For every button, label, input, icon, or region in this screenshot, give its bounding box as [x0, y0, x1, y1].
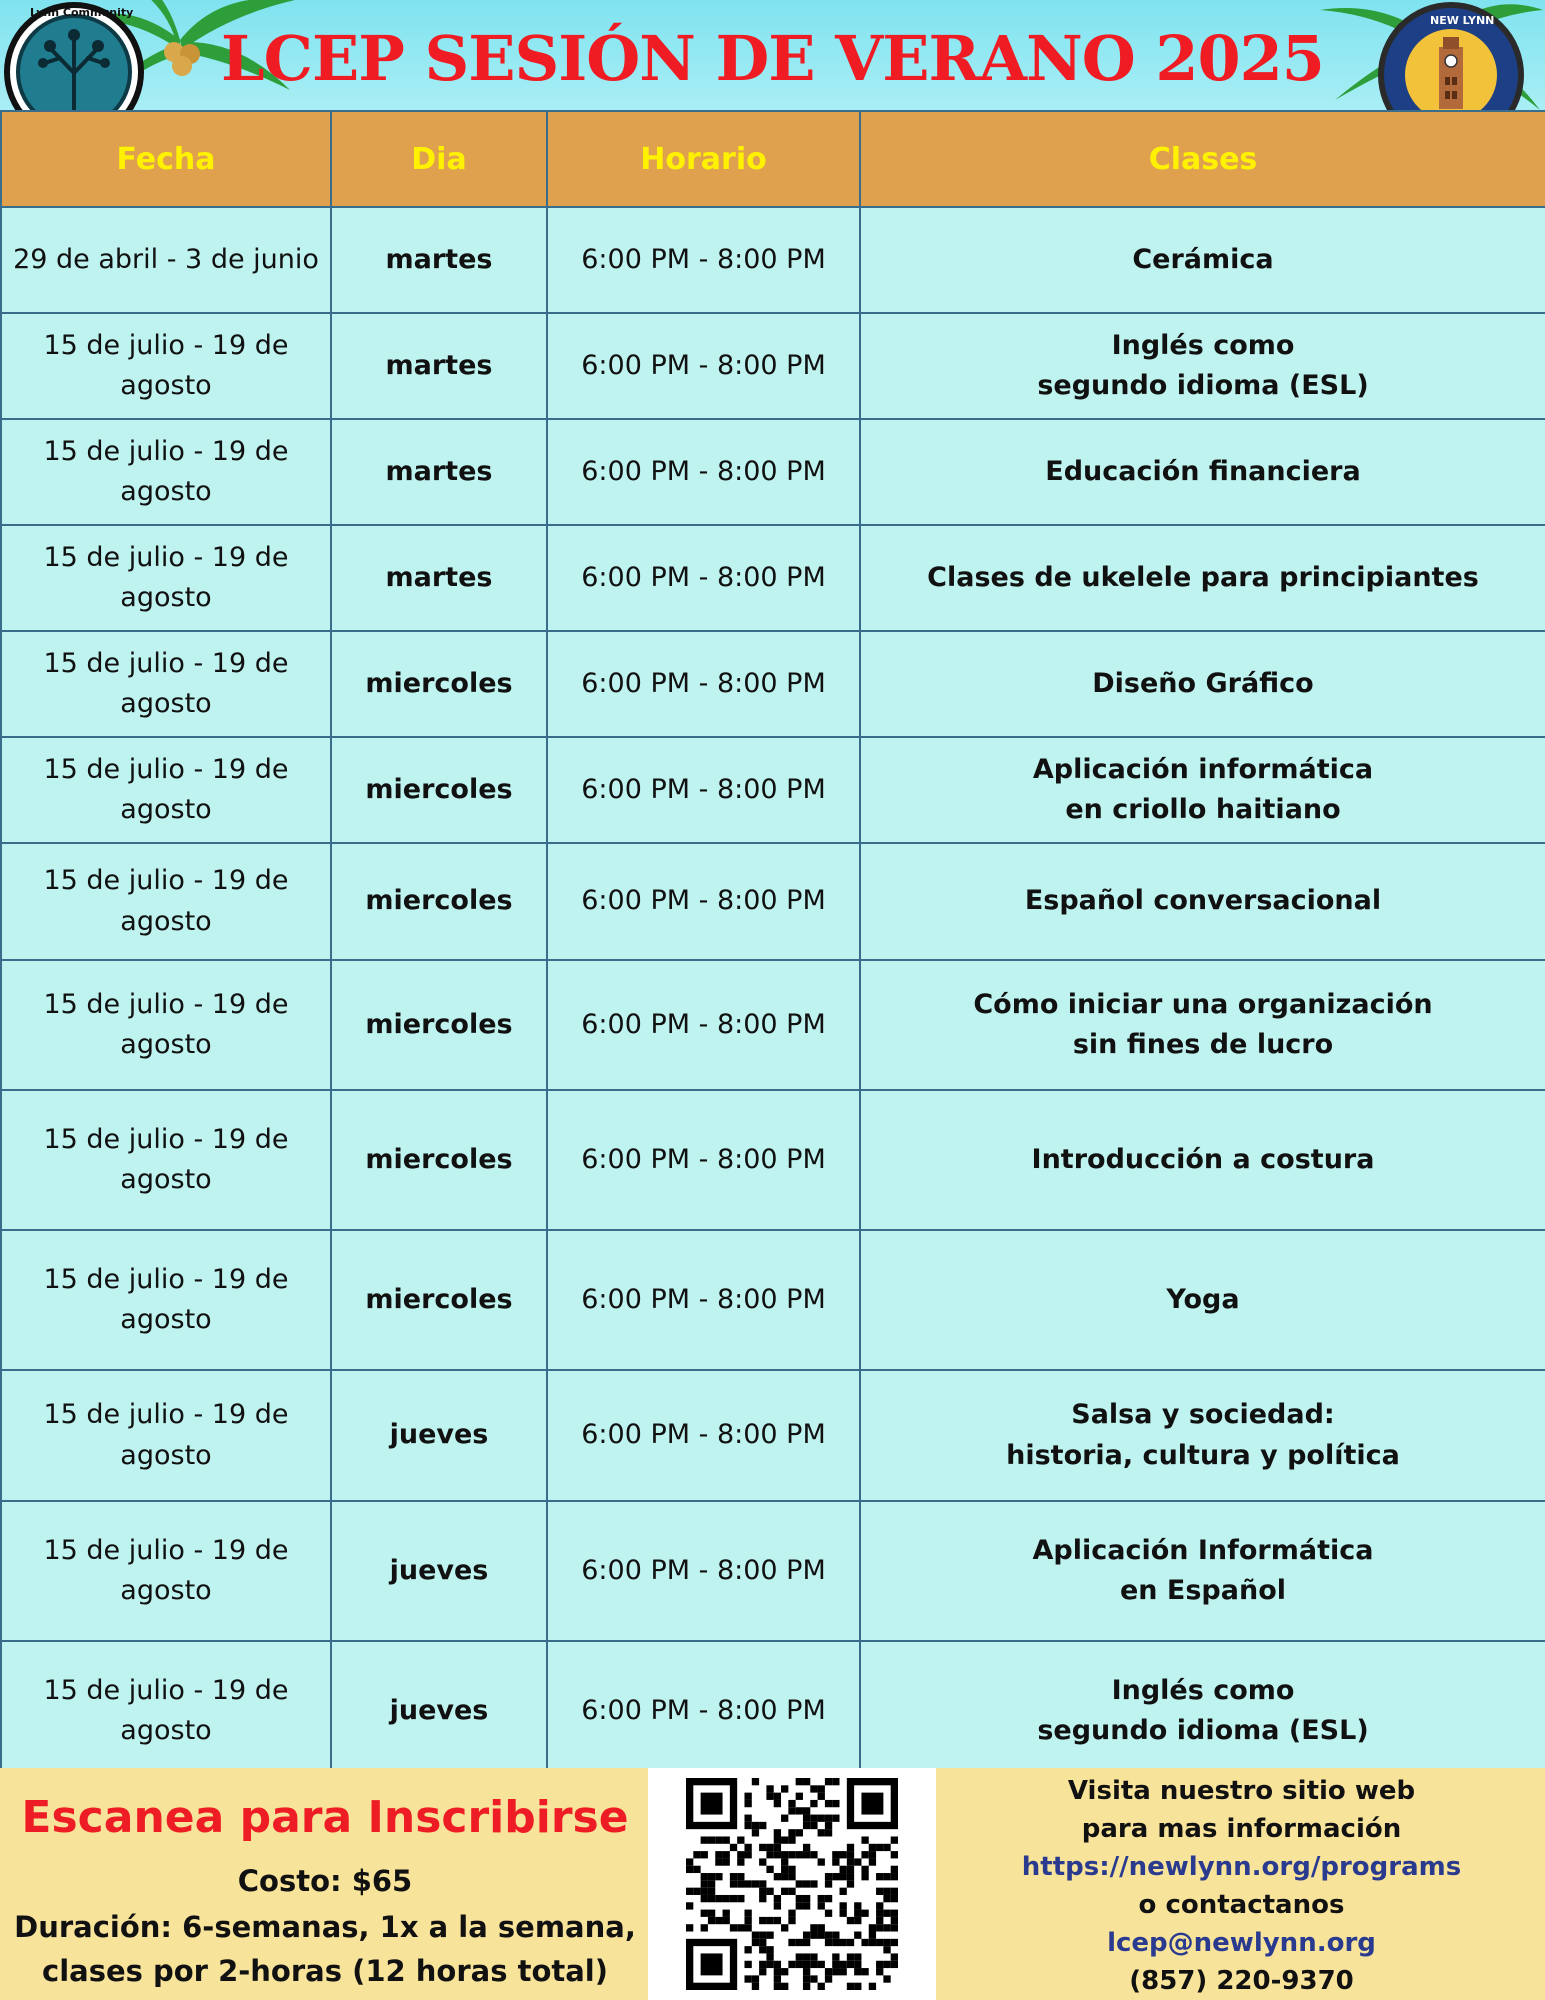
clase-cell: Cómo iniciar una organización sin fines de lucro — [860, 960, 1545, 1090]
clase-cell: Clases de ukelele para principiantes — [860, 525, 1545, 631]
duration-text-2: clases por 2-horas (12 horas total) — [42, 1954, 608, 1988]
info-line: Visita nuestro sitio web — [1067, 1776, 1416, 1806]
fecha-cell: 15 de julio - 19 de agosto — [1, 1501, 331, 1641]
horario-cell: 6:00 PM - 8:00 PM — [547, 1370, 860, 1501]
register-title: Escanea para Inscribirse — [21, 1792, 629, 1843]
horario-cell: 6:00 PM - 8:00 PM — [547, 631, 860, 737]
fecha-cell: 15 de julio - 19 de agosto — [1, 737, 331, 843]
fecha-cell: 15 de julio - 19 de agosto — [1, 419, 331, 525]
fecha-cell: 15 de julio - 19 de agosto — [1, 843, 331, 960]
dia-cell: miercoles — [331, 960, 547, 1090]
clase-cell: Español conversacional — [860, 843, 1545, 960]
logo-text-top: Lynn Community — [30, 6, 134, 19]
dia-cell: miercoles — [331, 843, 547, 960]
fecha-cell: 15 de julio - 19 de agosto — [1, 631, 331, 737]
info-line: para mas información — [1081, 1814, 1402, 1844]
table-row — [1, 525, 1545, 631]
clase-cell: Yoga — [860, 1230, 1545, 1370]
dia-cell: miercoles — [331, 631, 547, 737]
clase-cell: Salsa y sociedad: historia, cultura y política — [860, 1370, 1545, 1501]
website-link[interactable]: https://newlynn.org/programs — [1021, 1852, 1462, 1882]
table-row — [1, 1641, 1545, 1781]
fecha-cell: 15 de julio - 19 de agosto — [1, 525, 331, 631]
dia-cell: martes — [331, 207, 547, 313]
table-row — [1, 1501, 1545, 1641]
qr-code-icon — [686, 1778, 898, 1990]
table-row — [1, 1370, 1545, 1501]
qr-code[interactable] — [648, 1768, 936, 2000]
dia-cell: martes — [331, 525, 547, 631]
clase-cell: Aplicación Informática en Español — [860, 1501, 1545, 1641]
table-row — [1, 631, 1545, 737]
fecha-cell: 15 de julio - 19 de agosto — [1, 1641, 331, 1781]
logo-text-top: NEW LYNN — [1430, 14, 1495, 27]
clase-cell: Educación financiera — [860, 419, 1545, 525]
dia-cell: martes — [331, 313, 547, 419]
horario-cell: 6:00 PM - 8:00 PM — [547, 419, 860, 525]
info-line: o contactanos — [1138, 1890, 1345, 1920]
cost-text: Costo: $65 — [237, 1864, 413, 1898]
dia-cell: jueves — [331, 1641, 547, 1781]
dia-cell: martes — [331, 419, 547, 525]
page-header — [0, 0, 1545, 110]
horario-cell: 6:00 PM - 8:00 PM — [547, 1501, 860, 1641]
dia-cell: miercoles — [331, 1230, 547, 1370]
dia-cell: miercoles — [331, 1090, 547, 1230]
column-header-horario: Horario — [547, 111, 860, 207]
clase-cell: Inglés como segundo idioma (ESL) — [860, 313, 1545, 419]
column-header-fecha: Fecha — [1, 111, 331, 207]
clase-cell: Inglés como segundo idioma (ESL) — [860, 1641, 1545, 1781]
table-row — [1, 843, 1545, 960]
horario-cell: 6:00 PM - 8:00 PM — [547, 1090, 860, 1230]
fecha-cell: 15 de julio - 19 de agosto — [1, 1090, 331, 1230]
fecha-cell: 15 de julio - 19 de agosto — [1, 960, 331, 1090]
fecha-cell: 29 de abril - 3 de junio — [1, 207, 331, 313]
table-row — [1, 737, 1545, 843]
horario-cell: 6:00 PM - 8:00 PM — [547, 207, 860, 313]
horario-cell: 6:00 PM - 8:00 PM — [547, 960, 860, 1090]
horario-cell: 6:00 PM - 8:00 PM — [547, 737, 860, 843]
clase-cell: Aplicación informática en criollo haitiano — [860, 737, 1545, 843]
column-header-dia: Dia — [331, 111, 547, 207]
contact-info — [938, 1768, 1545, 2000]
duration-text: Duración: 6-semanas, 1x a la semana, — [14, 1910, 636, 1944]
horario-cell: 6:00 PM - 8:00 PM — [547, 1230, 860, 1370]
table-row — [1, 313, 1545, 419]
table-row — [1, 207, 1545, 313]
table-header-row — [1, 111, 1545, 207]
schedule-table — [0, 110, 1545, 1782]
dia-cell: jueves — [331, 1370, 547, 1501]
horario-cell: 6:00 PM - 8:00 PM — [547, 525, 860, 631]
dia-cell: jueves — [331, 1501, 547, 1641]
clock-tower-icon — [1403, 27, 1499, 123]
email-link[interactable]: lcep@newlynn.org — [1107, 1928, 1376, 1958]
table-row — [1, 960, 1545, 1090]
fecha-cell: 15 de julio - 19 de agosto — [1, 313, 331, 419]
table-row — [1, 1230, 1545, 1370]
fecha-cell: 15 de julio - 19 de agosto — [1, 1370, 331, 1501]
table-row — [1, 1090, 1545, 1230]
registration-footer — [0, 1768, 1545, 2000]
dia-cell: miercoles — [331, 737, 547, 843]
table-row — [1, 419, 1545, 525]
clase-cell: Cerámica — [860, 207, 1545, 313]
page-title: LCEP SESIÓN DE VERANO 2025 — [221, 22, 1324, 95]
horario-cell: 6:00 PM - 8:00 PM — [547, 843, 860, 960]
fecha-cell: 15 de julio - 19 de agosto — [1, 1230, 331, 1370]
phone-number: (857) 220-9370 — [1129, 1966, 1354, 1996]
clase-cell: Introducción a costura — [860, 1090, 1545, 1230]
clase-cell: Diseño Gráfico — [860, 631, 1545, 737]
horario-cell: 6:00 PM - 8:00 PM — [547, 1641, 860, 1781]
horario-cell: 6:00 PM - 8:00 PM — [547, 313, 860, 419]
column-header-clases: Clases — [860, 111, 1545, 207]
